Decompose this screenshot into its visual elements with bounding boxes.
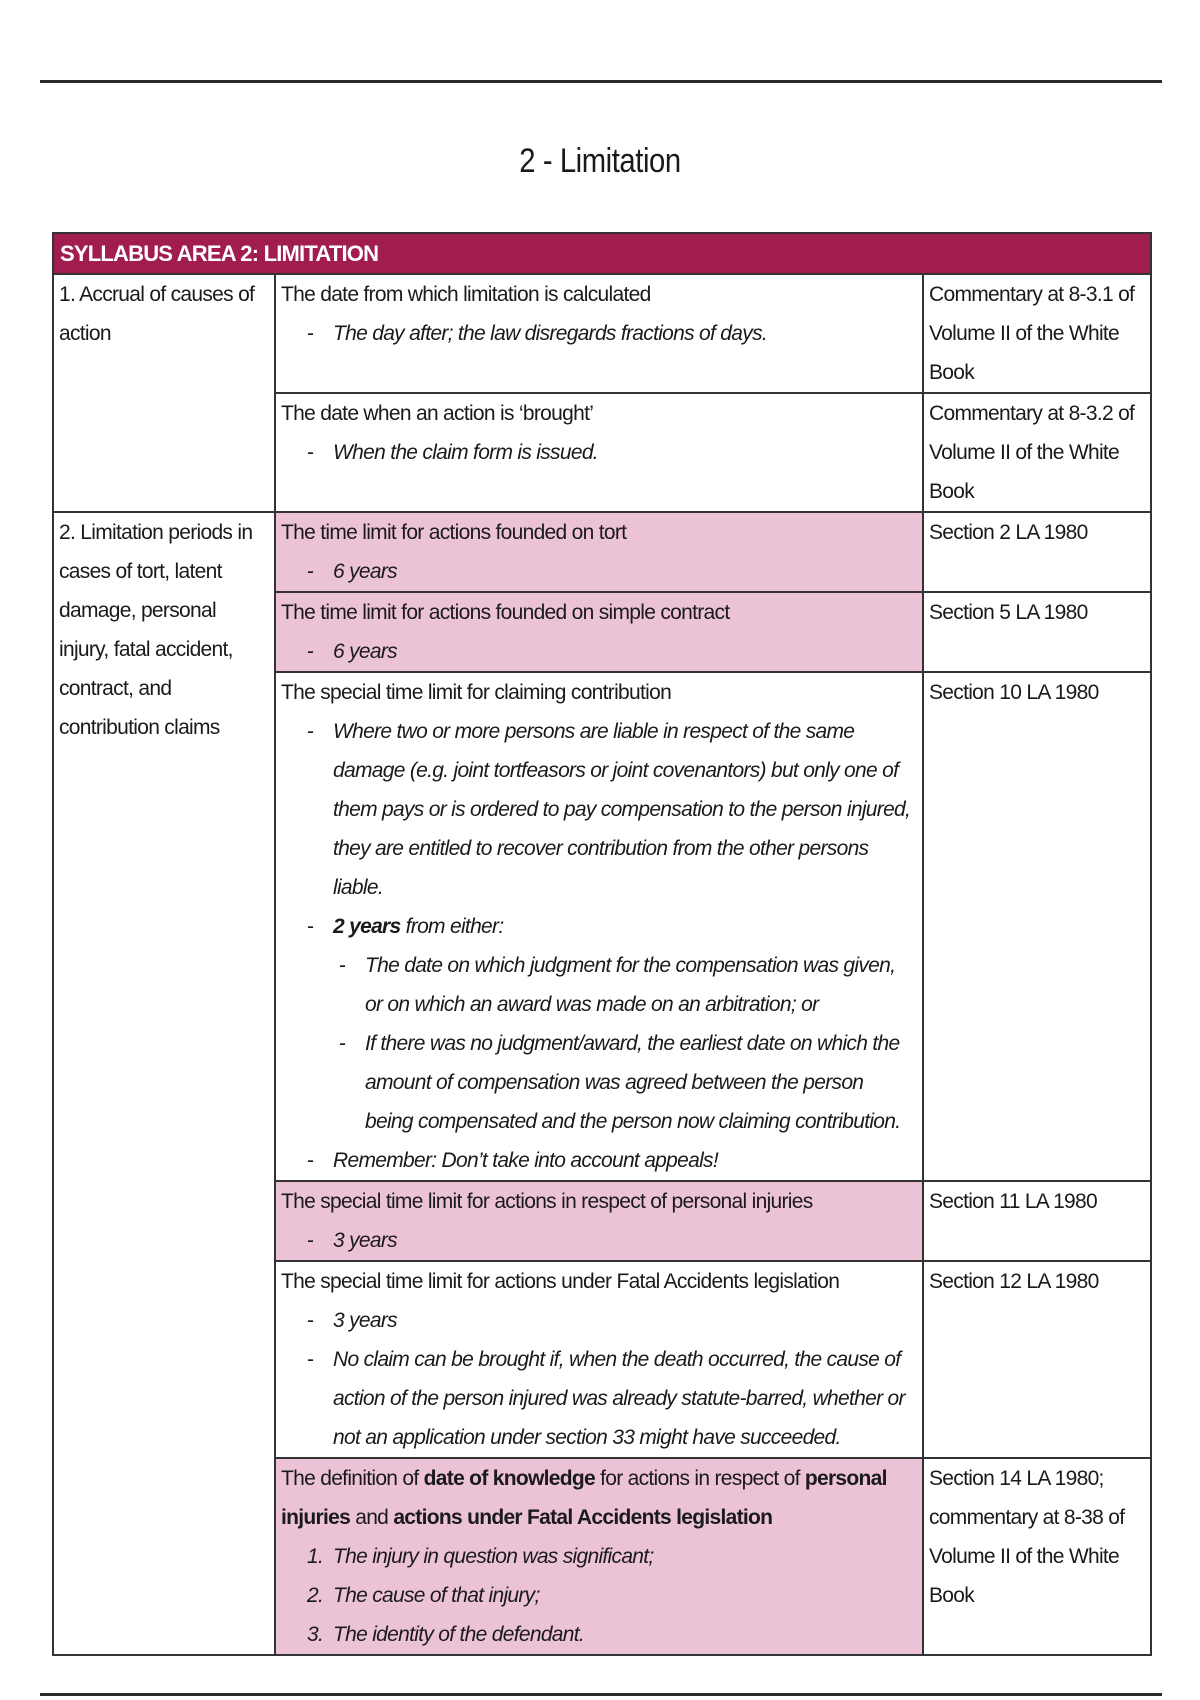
topic-title: The special time limit for claiming contribution bbox=[281, 681, 672, 704]
title-bold-part: date of knowledge bbox=[423, 1467, 595, 1490]
source-cell: Section 11 LA 1980 bbox=[923, 1181, 1151, 1261]
topic-cell bbox=[275, 1261, 923, 1458]
list-item: - No claim can be brought if, when the death occurred, the cause of action of the person injured was already statute-barred, whether or not an application under section 33 might have succeeded. bbox=[307, 1340, 915, 1457]
topic-title: The time limit for actions founded on tort bbox=[281, 521, 627, 544]
bullet-list bbox=[281, 1301, 915, 1457]
list-item: - When the claim form is issued. bbox=[307, 433, 915, 472]
item-text: The injury in question was significant; bbox=[333, 1545, 654, 1568]
topic-title bbox=[281, 1459, 915, 1537]
title-bold-part: personal injuries bbox=[281, 1467, 887, 1529]
table-header: SYLLABUS AREA 2: LIMITATION bbox=[53, 233, 1151, 274]
list-item: - 3 years bbox=[307, 1301, 915, 1340]
table-row bbox=[53, 274, 1151, 393]
source-cell: Section 2 LA 1980 bbox=[923, 512, 1151, 592]
table-header-row bbox=[53, 233, 1151, 274]
sub-list-item: - If there was no judgment/award, the earliest date on which the amount of compensation was agreed between the person being compensated and the person now claiming contribution. bbox=[339, 1024, 915, 1141]
topic-cell-highlighted bbox=[275, 1181, 923, 1261]
bottom-rule bbox=[40, 1693, 1162, 1696]
title-part: for actions in respect of bbox=[594, 1467, 805, 1490]
title-bold-part: actions under Fatal Accidents legislation bbox=[393, 1506, 773, 1529]
emphasis-text: 2 years bbox=[333, 915, 401, 938]
topic-cell-highlighted bbox=[275, 1458, 923, 1655]
list-item: - The day after; the law disregards fractions of days. bbox=[307, 314, 915, 353]
page-title: 2 - Limitation bbox=[519, 142, 681, 180]
list-item: - 6 years bbox=[307, 552, 915, 591]
source-cell: Section 10 LA 1980 bbox=[923, 672, 1151, 1181]
numbered-item bbox=[307, 1615, 915, 1654]
numbered-list bbox=[281, 1537, 915, 1654]
topic-cell-highlighted bbox=[275, 512, 923, 592]
title-part: The definition of bbox=[281, 1467, 424, 1490]
list-item: - 6 years bbox=[307, 632, 915, 671]
bullet-list bbox=[281, 552, 915, 591]
source-cell: Commentary at 8-3.1 of Volume II of the White Book bbox=[923, 274, 1151, 393]
source-cell: Section 14 LA 1980; commentary at 8-38 of Volume II of the White Book bbox=[923, 1458, 1151, 1655]
bullet-list bbox=[281, 314, 915, 353]
topic-title: The date from which limitation is calculated bbox=[281, 283, 651, 306]
topic-title: The time limit for actions founded on simple contract bbox=[281, 601, 730, 624]
list-item: - Where two or more persons are liable in respect of the same damage (e.g. joint tortfeasors or joint covenantors) but only one of them pays or is ordered to pay compensation to the person injured, they are entitled to recover contribution from the other persons liable. bbox=[307, 712, 915, 907]
source-cell: Section 5 LA 1980 bbox=[923, 592, 1151, 672]
topic-title: The date when an action is ‘brought’ bbox=[281, 402, 594, 425]
syllabus-table bbox=[52, 232, 1152, 1656]
list-item bbox=[307, 907, 915, 1141]
topic-title: The special time limit for actions under Fatal Accidents legislation bbox=[281, 1270, 840, 1293]
topic-cell bbox=[275, 672, 923, 1181]
source-cell: Section 12 LA 1980 bbox=[923, 1261, 1151, 1458]
list-item: - 3 years bbox=[307, 1221, 915, 1260]
bullet-list bbox=[281, 1221, 915, 1260]
numbered-item bbox=[307, 1576, 915, 1615]
source-cell: Commentary at 8-3.2 of Volume II of the White Book bbox=[923, 393, 1151, 512]
list-item: - Remember: Don’t take into account appeals! bbox=[307, 1141, 915, 1180]
topic-cell-highlighted bbox=[275, 592, 923, 672]
numbered-item bbox=[307, 1537, 915, 1576]
topic-cell bbox=[275, 274, 923, 393]
item-number: 1. bbox=[307, 1545, 324, 1568]
bullet-list bbox=[281, 433, 915, 472]
sub-list-item: - The date on which judgment for the compensation was given, or on which an award was made on an arbitration; or bbox=[339, 946, 915, 1024]
bullet-list bbox=[281, 712, 915, 1180]
item-number: 3. bbox=[307, 1623, 324, 1646]
item-text: The cause of that injury; bbox=[333, 1584, 540, 1607]
list-item-text: from either: bbox=[400, 915, 504, 938]
title-part: and bbox=[350, 1506, 394, 1529]
topic-cell bbox=[275, 393, 923, 512]
sub-bullet-list bbox=[333, 946, 915, 1141]
item-number: 2. bbox=[307, 1584, 324, 1607]
item-text: The identity of the defendant. bbox=[333, 1623, 585, 1646]
area-1-label: 1. Accrual of causes of action bbox=[53, 274, 275, 512]
top-rule bbox=[40, 80, 1162, 83]
area-2-label: 2. Limitation periods in cases of tort, latent damage, personal injury, fatal accident, contract, and contribution claims bbox=[53, 512, 275, 1655]
bullet-list bbox=[281, 632, 915, 671]
topic-title: The special time limit for actions in respect of personal injuries bbox=[281, 1190, 813, 1213]
table-row bbox=[53, 512, 1151, 592]
